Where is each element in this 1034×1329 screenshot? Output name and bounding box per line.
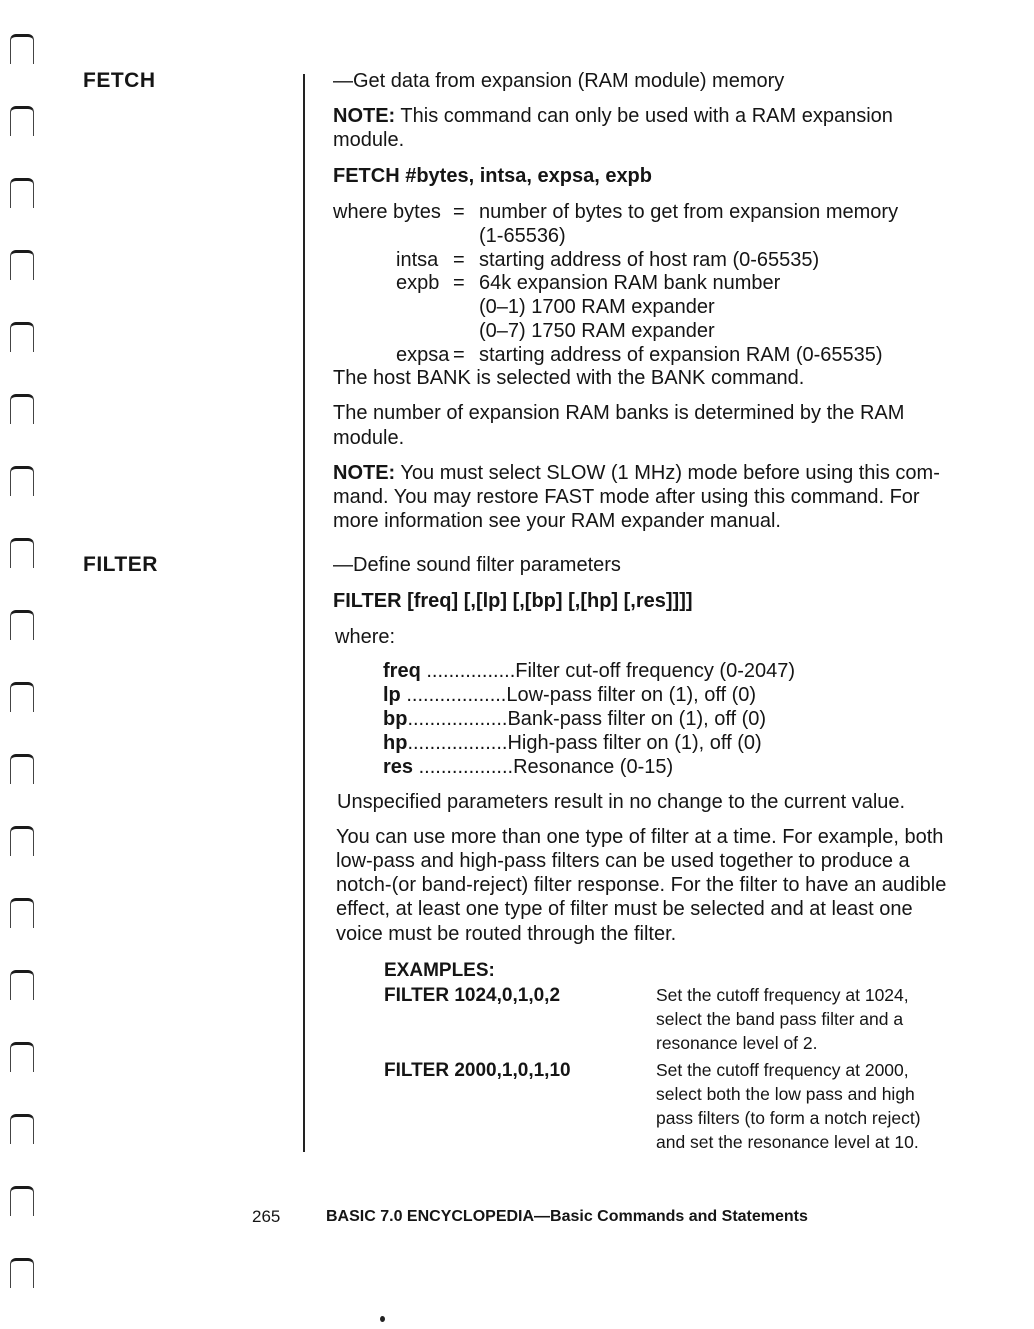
example-desc-line: resonance level of 2. [656, 1033, 818, 1053]
binding-hole-icon [10, 1042, 34, 1072]
fetch-bank-line: The host BANK is selected with the BANK command. [333, 367, 805, 389]
param-desc: (1-65536) [479, 225, 566, 247]
fetch-where-intro: where bytes [333, 201, 441, 223]
binding-hole-icon [10, 970, 34, 1000]
binding-hole-icon [10, 898, 34, 928]
binding-hole-icon [10, 538, 34, 568]
param-desc: (0–1) 1700 RAM expander [479, 296, 715, 318]
filter-where: where: [335, 626, 396, 648]
param-eq: = [453, 344, 465, 366]
param-desc: Resonance (0-15) [513, 756, 674, 778]
filter-keyword-heading: FILTER [83, 553, 158, 576]
binding-hole-icon [10, 682, 34, 712]
note-label: NOTE: [333, 105, 396, 127]
example-command: FILTER 1024,0,1,0,2 [384, 985, 561, 1006]
stray-mark [380, 1316, 385, 1322]
note-text: This command can only be used with a RAM expansion [395, 105, 893, 127]
param-desc: Low-pass filter on (1), off (0) [506, 684, 757, 706]
leader-dots: .................. [400, 684, 507, 706]
filter-more-line: You can use more than one type of filter at a time. For example, both [336, 826, 944, 848]
param-name: bp [383, 708, 408, 730]
binding-holes [0, 0, 50, 1329]
binding-hole-icon [10, 322, 34, 352]
example-desc-line: Set the cutoff frequency at 1024, [656, 985, 909, 1005]
example-desc-line: Set the cutoff frequency at 2000, [656, 1060, 909, 1080]
param-desc: 64k expansion RAM bank number [479, 272, 781, 294]
example-desc-line: select both the low pass and high [656, 1084, 915, 1104]
param-desc: starting address of host ram (0-65535) [479, 249, 820, 271]
param-name: lp [383, 684, 401, 706]
example-desc-line: select the band pass filter and a [656, 1009, 904, 1029]
note-text: You must select SLOW (1 MHz) mode before using this com- [395, 462, 940, 484]
param-name: expsa [396, 344, 450, 366]
binding-hole-icon [10, 1114, 34, 1144]
param-name: freq [383, 660, 421, 682]
example-desc-line: and set the resonance level at 10. [656, 1132, 919, 1152]
filter-param-row [383, 755, 673, 779]
filter-unspecified: Unspecified parameters result in no change to the current value. [337, 791, 906, 813]
binding-hole-icon [10, 106, 34, 136]
binding-hole-icon [10, 754, 34, 784]
examples-label: EXAMPLES: [384, 960, 495, 981]
param-name: hp [383, 732, 408, 754]
fetch-note1-line2: module. [333, 129, 405, 151]
binding-hole-icon [10, 178, 34, 208]
filter-param-row [383, 707, 766, 731]
filter-more-line: low-pass and high-pass filters can be used together to produce a [336, 850, 910, 872]
example-desc-line: pass filters (to form a notch reject) [656, 1108, 921, 1128]
param-eq: = [453, 201, 465, 223]
fetch-note1 [333, 104, 893, 129]
fetch-note2-line3: more information see your RAM expander manual. [333, 510, 781, 532]
binding-hole-icon [10, 250, 34, 280]
param-name: res [383, 756, 414, 778]
param-desc: Bank-pass filter on (1), off (0) [507, 708, 767, 730]
binding-hole-icon [10, 34, 34, 64]
filter-more-line: effect, at least one type of filter must be selected and at least one [336, 898, 913, 920]
filter-summary: —Define sound filter parameters [333, 554, 621, 576]
binding-hole-icon [10, 1186, 34, 1216]
fetch-banks-line1: The number of expansion RAM banks is determined by the RAM [333, 402, 905, 424]
fetch-keyword-heading: FETCH [83, 69, 156, 92]
example-command: FILTER 2000,1,0,1,10 [384, 1060, 571, 1081]
fetch-banks-line2: module. [333, 427, 405, 449]
filter-param-row [383, 731, 762, 755]
param-eq: = [453, 249, 465, 271]
param-name: intsa [396, 249, 439, 271]
leader-dots: ................. [413, 756, 514, 778]
param-desc: starting address of expansion RAM (0-65535) [479, 344, 883, 366]
leader-dots: .................. [407, 708, 508, 730]
page-number: 265 [252, 1207, 281, 1226]
column-divider [303, 74, 305, 1152]
filter-more-line: voice must be routed through the filter. [336, 923, 677, 945]
binding-hole-icon [10, 610, 34, 640]
binding-hole-icon [10, 826, 34, 856]
binding-hole-icon [10, 1258, 34, 1288]
note-label: NOTE: [333, 462, 396, 484]
param-desc: High-pass filter on (1), off (0) [507, 732, 762, 754]
binding-hole-icon [10, 466, 34, 496]
fetch-summary: —Get data from expansion (RAM module) memory [333, 70, 785, 92]
param-name: expb [396, 272, 440, 294]
fetch-syntax: FETCH #bytes, intsa, expsa, expb [333, 165, 652, 187]
filter-syntax: FILTER [freq] [,[lp] [,[bp] [,[hp] [,res]]]] [333, 590, 693, 612]
fetch-note2 [333, 461, 940, 486]
filter-more-line: notch-(or band-reject) filter response. For the filter to have an audible [336, 874, 947, 896]
leader-dots: ................ [420, 660, 516, 682]
param-desc: number of bytes to get from expansion memory [479, 201, 899, 223]
filter-param-row [383, 659, 795, 683]
filter-param-row [383, 683, 756, 707]
param-desc: Filter cut-off frequency (0-2047) [515, 660, 796, 682]
binding-hole-icon [10, 394, 34, 424]
param-eq: = [453, 272, 465, 294]
param-desc: (0–7) 1750 RAM expander [479, 320, 715, 342]
fetch-note2-line2: mand. You may restore FAST mode after using this command. For [333, 486, 920, 508]
leader-dots: .................. [407, 732, 508, 754]
footer-title: BASIC 7.0 ENCYCLOPEDIA—Basic Commands and Statements [326, 1208, 808, 1225]
